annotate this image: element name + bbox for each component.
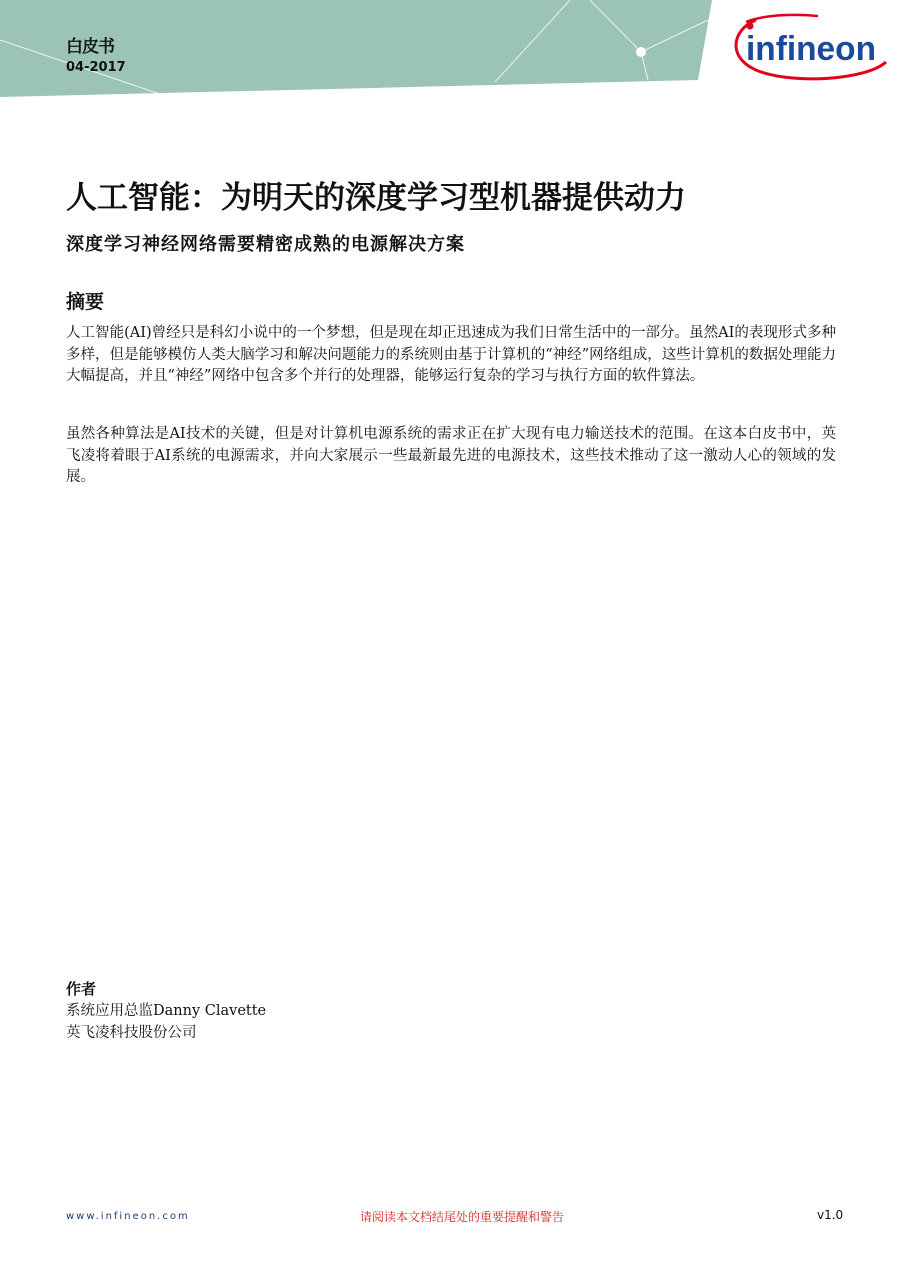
page-subtitle: 深度学习神经网络需要精密成熟的电源解决方案	[66, 234, 465, 255]
author-heading: 作者	[66, 980, 97, 998]
abstract-paragraph-1: 人工智能(AI)曾经只是科幻小说中的一个梦想，但是现在却正迅速成为我们日常生活中的一部分。虽然AI的表现形式多种多样，但是能够模仿人类大脑学习和解决问题能力的系统则由基于计算机的“神经”网络组成，这些计算机的数据处理能力大幅提高，并且“神经”网络中包含多个并行的处理器，能够运行复杂的学习与执行方面的软件算法。	[66, 325, 836, 384]
svg-text:infineon: infineon	[746, 30, 876, 68]
author-company: 英飞凌科技股份公司	[66, 1025, 197, 1041]
page-title: 人工智能：为明天的深度学习型机器提供动力	[66, 180, 686, 216]
document-type-label: 白皮书	[66, 37, 114, 57]
abstract-paragraph-2: 虽然各种算法是AI技术的关键，但是对计算机电源系统的需求正在扩大现有电力输送技术的范围。在这本白皮书中，英飞凌将着眼于AI系统的电源需求，并向大家展示一些最新最先进的电源技术，这些技术推动了这一激动人心的领域的发展。	[66, 426, 836, 485]
abstract-heading: 摘要	[66, 291, 105, 313]
author-block	[66, 978, 266, 1044]
footer-notice: 请阅读本文档结尾处的重要提醒和警告	[360, 1210, 565, 1224]
infineon-logo	[726, 12, 891, 84]
author-name: 系统应用总监Danny Clavette	[66, 1003, 267, 1019]
document-date: 04-2017	[66, 60, 126, 75]
footer-website-link[interactable]: www.infineon.com	[66, 1211, 190, 1222]
footer-version: v1.0	[817, 1208, 844, 1222]
